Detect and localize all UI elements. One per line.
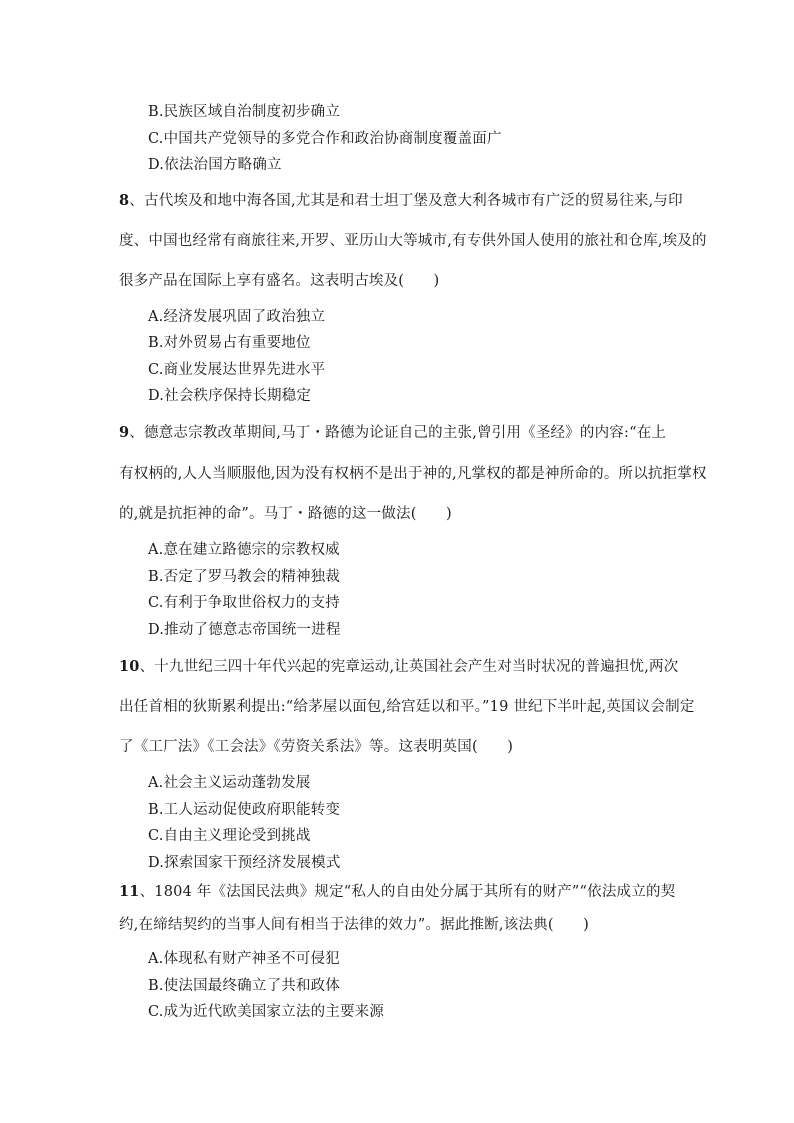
q7-option-c: C.中国共产党领导的多党合作和政治协商制度覆盖面广: [148, 131, 502, 147]
q8-stem-line-3: 很多产品在国际上享有盛名。这表明古埃及( ): [119, 273, 440, 289]
q11-stem-line-1: [119, 883, 675, 901]
q8-number: 8: [119, 192, 130, 209]
q11-text-1: 、1804 年《法国民法典》规定“私人的自由处分属于其所有的财产”“依法成立的契: [139, 884, 676, 900]
q10-stem-line-3: 了《工厂法》《工会法》《劳资关系法》等。这表明英国( ): [119, 739, 514, 755]
q9-option-c: C.有利于争取世俗权力的支持: [148, 595, 340, 611]
q7-option-b: B.民族区域自治制度初步确立: [148, 104, 341, 120]
q9-stem-line-2: 有权柄的,人人当顺服他,因为没有权柄不是出于神的,凡掌权的都是神所命的。所以抗拒掌权: [119, 466, 707, 482]
q9-number: 9: [119, 424, 130, 441]
q11-option-c: C.成为近代欧美国家立法的主要来源: [148, 1004, 385, 1020]
q11-option-b: B.使法国最终确立了共和政体: [148, 978, 341, 994]
q10-stem-line-2: 出任首相的狄斯累利提出:“给茅屋以面包,给宫廷以和平。”19 世纪下半叶起,英国议会制定: [119, 699, 695, 715]
q11-stem-line-2: 约,在缔结契约的当事人间有相当于法律的效力”。据此推断,该法典( ): [119, 917, 589, 933]
q8-option-b: B.对外贸易占有重要地位: [148, 335, 311, 351]
q8-option-a: A.经济发展巩固了政治独立: [148, 309, 326, 325]
q9-option-a: A.意在建立路德宗的宗教权威: [148, 542, 340, 558]
q10-option-b: B.工人运动促使政府职能转变: [148, 802, 341, 818]
q8-stem-line-2: 度、中国也经常有商旅往来,开罗、亚历山大等城市,有专供外国人使用的旅社和仓库,埃及的: [119, 233, 707, 249]
q7-option-d: D.依法治国方略确立: [148, 157, 282, 173]
q11-option-a: A.体现私有财产神圣不可侵犯: [148, 951, 340, 967]
q11-number: 11: [119, 883, 140, 900]
q9-stem-line-1: [119, 424, 666, 442]
q10-option-c: C.自由主义理论受到挑战: [148, 828, 311, 844]
q10-text-1: 、十九世纪三四十年代兴起的宪章运动,让英国社会产生对当时状况的普遍担忧,两次: [139, 659, 679, 675]
q9-text-1: 、德意志宗教改革期间,马丁・路德为论证自己的主张,曾引用《圣经》的内容:“在上: [129, 425, 667, 441]
q9-option-d: D.推动了德意志帝国统一进程: [148, 622, 341, 638]
q10-option-a: A.社会主义运动蓬勃发展: [148, 775, 311, 791]
q8-option-c: C.商业发展达世界先进水平: [148, 362, 326, 378]
q10-option-d: D.探索国家干预经济发展模式: [148, 855, 341, 871]
q9-stem-line-3: 的,就是抗拒神的命”。马丁・路德的这一做法( ): [119, 506, 452, 522]
q9-option-b: B.否定了罗马教会的精神独裁: [148, 569, 341, 585]
q8-option-d: D.社会秩序保持长期稳定: [148, 388, 312, 404]
q8-text-1: 、古代埃及和地中海各国,尤其是和君士坦丁堡及意大利各城市有广泛的贸易往来,与印: [129, 193, 683, 209]
q10-number: 10: [119, 658, 140, 675]
q8-stem-line-1: [119, 192, 683, 210]
q10-stem-line-1: [119, 658, 678, 676]
